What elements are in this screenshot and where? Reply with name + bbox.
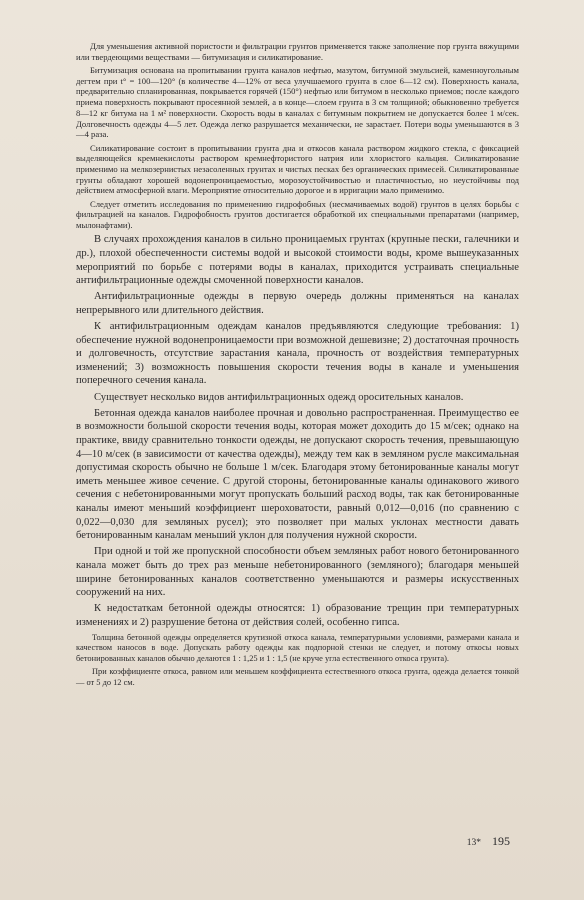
signature-mark: 13*: [466, 838, 481, 848]
footnote-section: [76, 633, 519, 689]
paragraph-silicatization: Силикатирование состоит в пропитывании грунта дна и откосов канала раствором жидкого стекла, с фиксацией выделяющейся кремнекислоты раствором кремнефтористого натрия или хлористого кальция. Силикатирование применимо на мелкозернистых незасоленных грунтах и чистых песках без органических примесей. Силикатированные грунты обладают хорошей водонепроницаемостью, морозоустойчивостью и пластичностью, но неустойчивы под действием атмосферной влаги. Мероприятие относительно дорогое и в ирригации мало применимо.: [76, 142, 519, 196]
main-text-section: [76, 233, 519, 629]
paragraph-requirements: К антифильтрационным одеждам каналов предъявляются следующие требования: 1) обеспечение нужной водонепроницаемости при возможной дешевизне; 2) достаточная прочность и долговечность, отсутствие зарастания канала, прочность от воздействия температурных изменений; 3) возможность повышения скорости течения воды в канале и уменьшения поперечного сечения канала.: [76, 321, 519, 387]
paragraph-special-linings: В случаях прохождения каналов в сильно проницаемых грунтах (крупные пески, галечники и др.), плохой обеспеченности системы водой и высокой стоимости воды, кроме вышеуказанных мероприятий по борьбе с потерями воды в каналах, приходится устраивать специальные антифильтрационные одежды смоченной поверхности каналов.: [76, 234, 519, 287]
paragraph-concrete-lining: Бетонная одежда каналов наиболее прочная и довольно распространенная. Преимущество ее в возможности большой скорости течения воды, которая может доходить до 15 м/сек; однако на практике, ввиду сравнительно тонкости одежды, не допускают скорость течения, превышающую 4—10 м/сек (в зависимости от качества одежды), между тем как в земляном русле максимальная допустимая скорость обычно не больше 1 м/сек. Благодаря этому бетонированные каналы могут иметь меньшее живое сечение. С другой стороны, бетонированные каналы одинакового живого сечения с небетонированными могут пропускать больший расход воды, так как бетонированные каналы имеют меньший коэффициент шероховатости, равный 0,012—0,016 (по сравнению с 0,022—0,030 для земляных русел); это позволяет при малых уклонах местности давать бетонированным каналам меньший уклон для получения нужной скорости.: [76, 407, 519, 542]
paragraph-types: Существует несколько видов антифильтрационных одежд оросительных каналов.: [94, 391, 464, 403]
paragraph-earthwork: При одной и той же пропускной способности объем земляных работ нового бетонированного канала может быть до трех раз меньше небетонированного (земляного); благодаря меньшей ширине бетонированных каналов соответственно уменьшаются и размеры искусственных сооружений на них.: [76, 546, 519, 599]
paragraph-slope-coefficient: При коэффициенте откоса, равном или меньшем коэффициента естественного откоса грунта, одежда делается тонкой — от 5 до 12 см.: [76, 667, 519, 687]
paragraph-disadvantages: К недостаткам бетонной одежды относятся: 1) образование трещин при температурных изменениях и 2) разрушение бетона от действия солей, особенно гипса.: [76, 603, 519, 628]
page-text: [76, 41, 519, 691]
paragraph-bitumen-intro: Для уменьшения активной пористости и фильтрации грунтов применяется также заполнение пор грунта вяжущими или твердеющими веществами — битумизация и силикатирование.: [76, 41, 519, 62]
paragraph-lining-thickness: Толщина бетонной одежды определяется крутизной откоса канала, температурными условиями, размерами канала и качеством наносов в воде. Допускать работу одежды как подпорной стенки не следует, и потому откосы новых бетонированных каналов обычно делаются 1 : 1,25 и 1 : 1,5 (не круче угла естественного откоса грунта).: [76, 632, 519, 663]
paragraph-application: Антифильтрационные одежды в первую очередь должны применяться на каналах непрерывного или длительного действия.: [76, 291, 519, 316]
page-number: 195: [492, 834, 510, 848]
paragraph-bitumization: Битумизация основана на пропитывании грунта каналов нефтью, мазутом, битумной эмульсией, каменноугольным дегтем при t° = 100—120° (в количестве 4—12% от веса улучшаемого грунта в слое 6—12 см). Поверхность канала, предварительно спланированная, покрывается горячей (150°) нефтью или битумом в несколько приемов; после каждого приема поверхность покрывают просеянной землей, а в конце—слоем грунта в 3 см толщиной; обыкновенно требуется 8—12 кг битума на 1 м² поверхности. Скорость воды в каналах с битумным покрытием не допускается более 1 м/сек. Долговечность одежды 4—5 лет. Одежда легко разрушается механически, не зарастает. Потери воды уменьшаются в 3—4 раза.: [76, 65, 519, 140]
page-footer: [467, 834, 510, 849]
small-print-section: [76, 41, 519, 231]
paragraph-hydrophobic: Следует отметить исследования по применению гидрофобных (несмачиваемых водой) грунтов в целях борьбы с фильтрацией на каналов. Гидрофобность грунтов достигается обработкой их специальными препаратами (например, мылонафтами).: [76, 198, 519, 231]
